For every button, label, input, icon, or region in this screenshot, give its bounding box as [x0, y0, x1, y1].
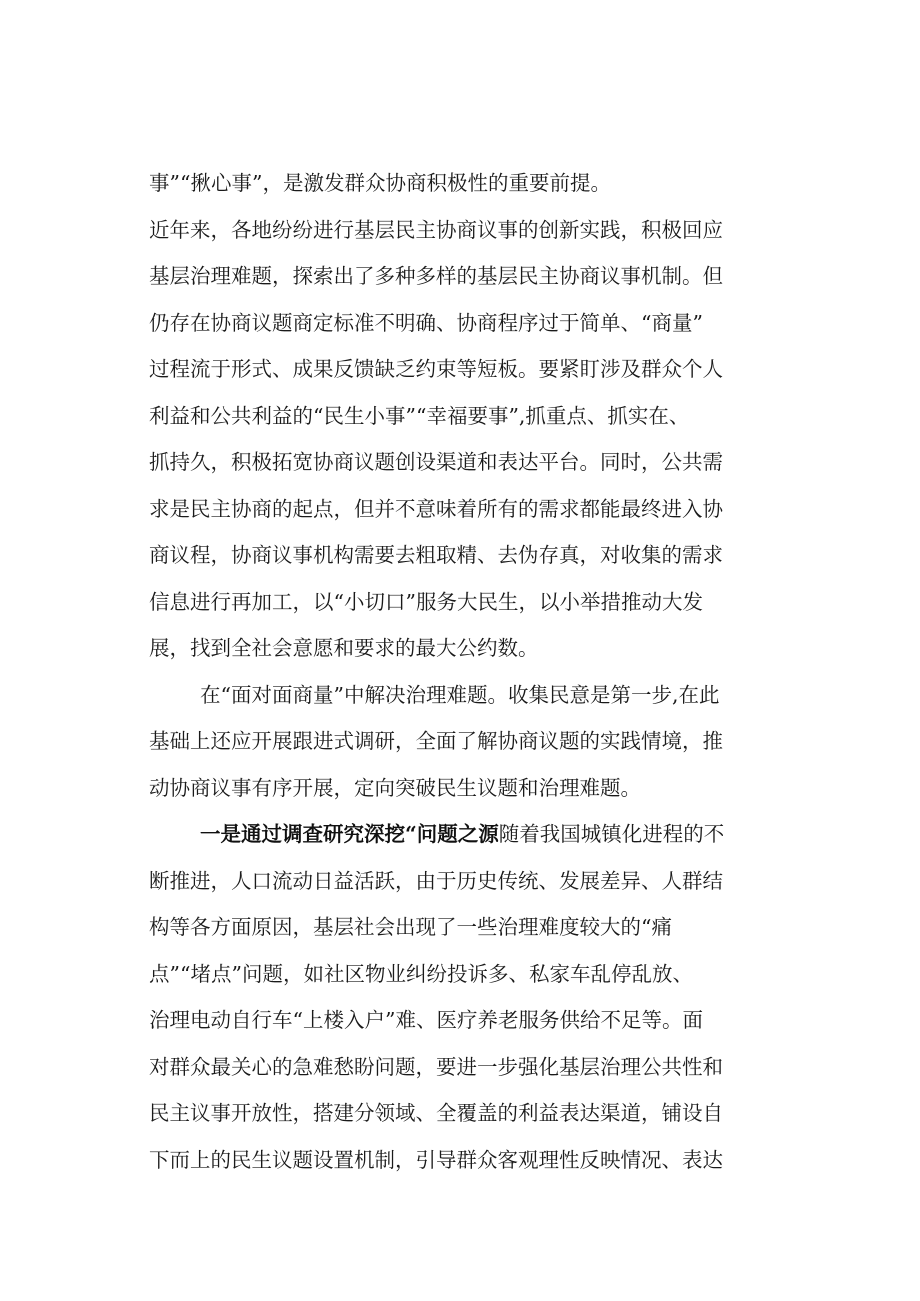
text-line: 过程流于形式、成果反馈缺乏约束等短板。要紧盯涉及群众个人	[149, 357, 723, 381]
text-line: 对群众最关心的急难愁盼问题，要进一步强化基层治理公共性和	[149, 1054, 723, 1079]
text-line: 构等各方面原因，基层社会出现了一些治理难度较大的“痛	[149, 915, 672, 939]
text-line: 点”“堵点”问题，如社区物业纠纷投诉多、私家车乱停乱放、	[149, 961, 693, 986]
text-line: 民主议事开放性，搭建分领域、全覆盖的利益表达渠道，铺设自	[149, 1101, 723, 1125]
text-line: 求是民主协商的起点，但并不意味着所有的需求都能最终进入协	[149, 496, 723, 521]
text-line: 仍存在协商议题商定标准不明确、协商程序过于简单、“商量”	[149, 310, 703, 335]
text-line: 事”“揪心事”，是激发群众协商积极性的重要前提。	[149, 171, 611, 195]
heading-continuation: 随着我国城镇化进程的不	[498, 822, 725, 846]
text-line: 下而上的民生议题设置机制，引导群众客观理性反映情况、表达	[149, 1147, 723, 1172]
point-heading-line	[149, 811, 809, 858]
bold-heading: 一是通过调查研究深挖“问题之源	[200, 822, 499, 846]
text-line: 断推进，人口流动日益活跃，由于历史传统、发展差异、人群结	[149, 868, 723, 893]
text-line: 抓持久，积极拓宽协商议题创设渠道和表达平台。同时，公共需	[149, 450, 723, 474]
text-line: 展，找到全社会意愿和要求的最大公约数。	[149, 636, 539, 660]
text-line: 基础上还应开展跟进式调研，全面了解协商议题的实践情境，推	[149, 729, 723, 753]
text-line: 动协商议事有序开展，定向突破民生议题和治理难题。	[149, 775, 641, 800]
text-line: 商议程，协商议事机构需要去粗取精、去伪存真，对收集的需求	[149, 543, 723, 567]
text-line: 利益和公共利益的“民生小事”“幸福要事”,抓重点、抓实在、	[149, 403, 690, 428]
paragraph-heading-line: 在“面对面商量”中解决治理难题。收集民意是第一步,在此	[200, 682, 720, 707]
text-line: 近年来，各地纷纷进行基层民主协商议事的创新实践，积极回应	[149, 217, 723, 242]
text-line: 信息进行再加工，以“小切口”服务大民生，以小举措推动大发	[149, 589, 703, 614]
text-line: 基层治理难题，探索出了多种多样的基层民主协商议事机制。但	[149, 264, 723, 288]
text-line: 治理电动自行车“上楼入户”难、医疗养老服务供给不足等。面	[149, 1008, 703, 1032]
body-text	[149, 160, 809, 1183]
